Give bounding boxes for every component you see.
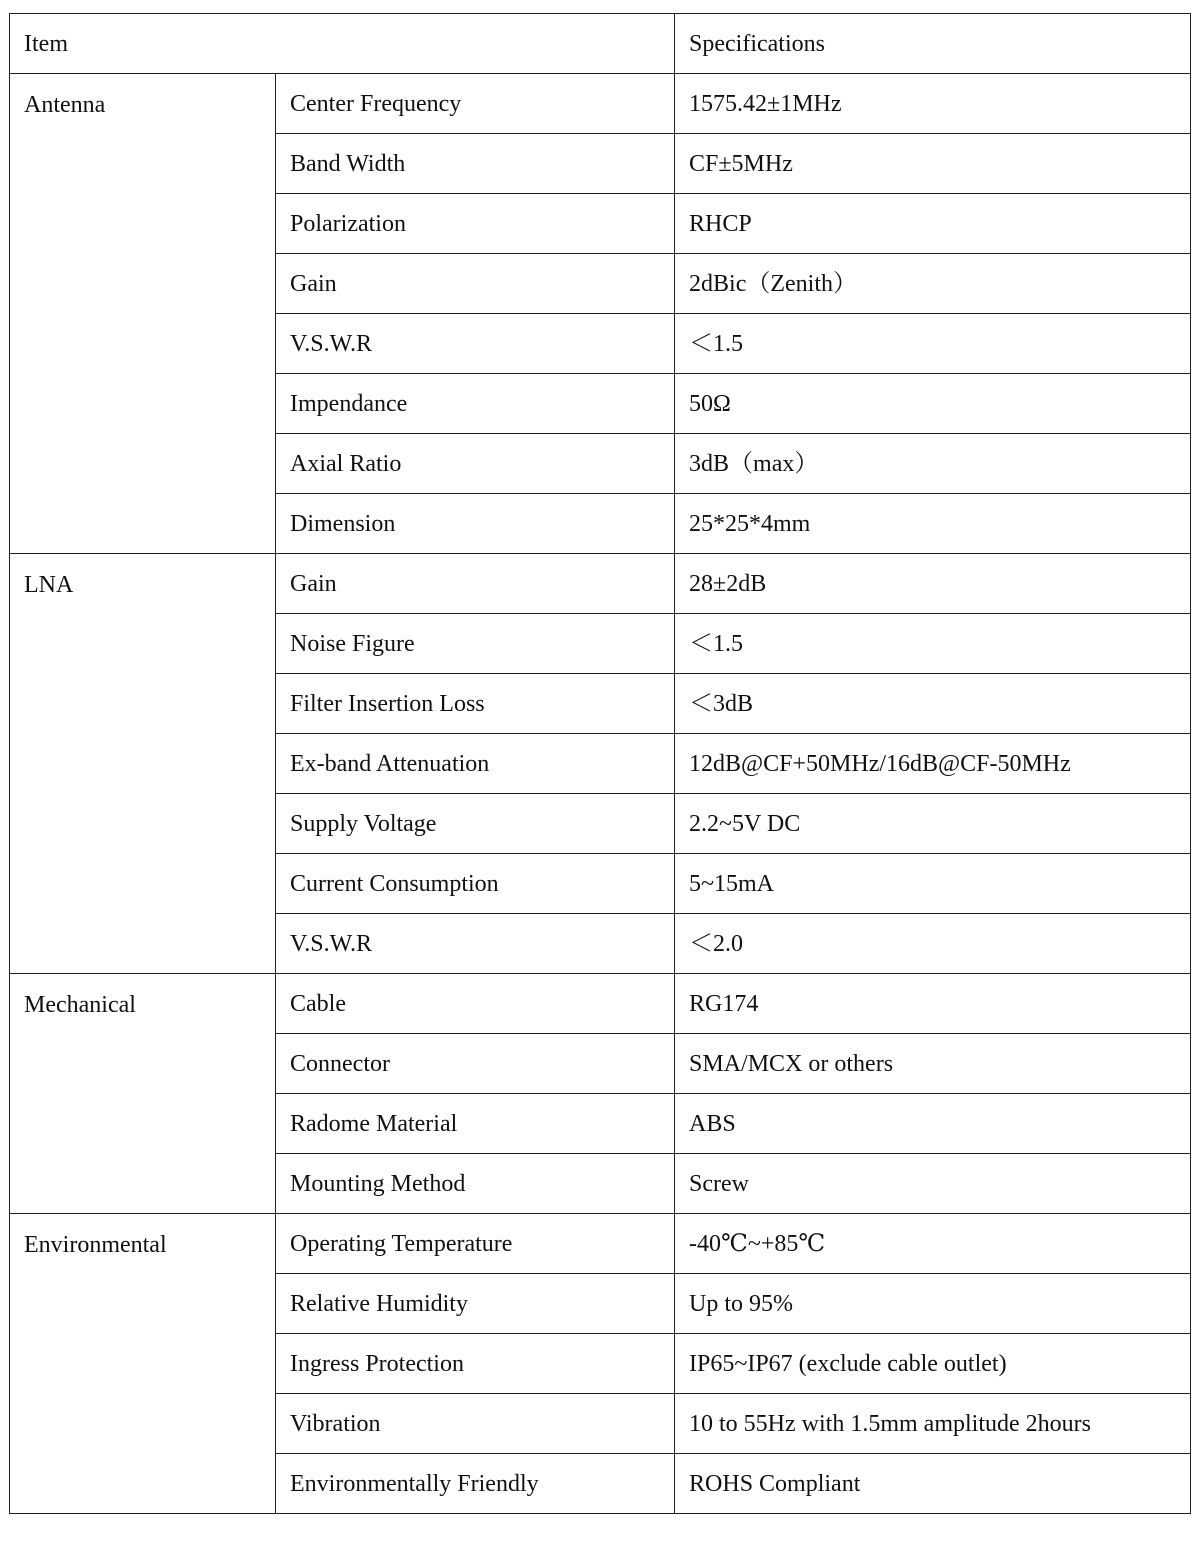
value-cell: ABS bbox=[675, 1094, 1191, 1154]
value-cell: 12dB@CF+50MHz/16dB@CF-50MHz bbox=[675, 734, 1191, 794]
parameter-cell: Mounting Method bbox=[276, 1154, 675, 1214]
value-cell: IP65~IP67 (exclude cable outlet) bbox=[675, 1334, 1191, 1394]
value-cell: -40℃~+85℃ bbox=[675, 1214, 1191, 1274]
spec-table bbox=[9, 13, 1191, 1514]
value-cell: RG174 bbox=[675, 974, 1191, 1034]
parameter-cell: Noise Figure bbox=[276, 614, 675, 674]
parameter-cell: Impendance bbox=[276, 374, 675, 434]
parameter-cell: Supply Voltage bbox=[276, 794, 675, 854]
value-cell: Screw bbox=[675, 1154, 1191, 1214]
table-row bbox=[10, 974, 1191, 1034]
parameter-cell: Ex-band Attenuation bbox=[276, 734, 675, 794]
parameter-cell: Operating Temperature bbox=[276, 1214, 675, 1274]
header-item: Item bbox=[10, 14, 675, 74]
value-cell: 2.2~5V DC bbox=[675, 794, 1191, 854]
value-cell: 10 to 55Hz with 1.5mm amplitude 2hours bbox=[675, 1394, 1191, 1454]
value-cell: 3dB（max） bbox=[675, 434, 1191, 494]
parameter-cell: Vibration bbox=[276, 1394, 675, 1454]
spec-table-body bbox=[10, 14, 1191, 1514]
parameter-cell: V.S.W.R bbox=[276, 314, 675, 374]
value-cell: 2dBic（Zenith） bbox=[675, 254, 1191, 314]
parameter-cell: Ingress Protection bbox=[276, 1334, 675, 1394]
parameter-cell: Gain bbox=[276, 254, 675, 314]
parameter-cell: Center Frequency bbox=[276, 74, 675, 134]
group-label: Environmental bbox=[10, 1214, 276, 1514]
value-cell: 5~15mA bbox=[675, 854, 1191, 914]
table-row bbox=[10, 74, 1191, 134]
parameter-cell: Environmentally Friendly bbox=[276, 1454, 675, 1514]
parameter-cell: Dimension bbox=[276, 494, 675, 554]
value-cell: ＜2.0 bbox=[675, 914, 1191, 974]
parameter-cell: Filter Insertion Loss bbox=[276, 674, 675, 734]
value-cell: CF±5MHz bbox=[675, 134, 1191, 194]
value-cell: 1575.42±1MHz bbox=[675, 74, 1191, 134]
value-cell: 25*25*4mm bbox=[675, 494, 1191, 554]
parameter-cell: Connector bbox=[276, 1034, 675, 1094]
value-cell: SMA/MCX or others bbox=[675, 1034, 1191, 1094]
table-row bbox=[10, 554, 1191, 614]
value-cell: ＜1.5 bbox=[675, 614, 1191, 674]
value-cell: RHCP bbox=[675, 194, 1191, 254]
value-cell: 50Ω bbox=[675, 374, 1191, 434]
parameter-cell: Cable bbox=[276, 974, 675, 1034]
value-cell: 28±2dB bbox=[675, 554, 1191, 614]
group-label: Antenna bbox=[10, 74, 276, 554]
group-label: LNA bbox=[10, 554, 276, 974]
parameter-cell: Axial Ratio bbox=[276, 434, 675, 494]
group-label: Mechanical bbox=[10, 974, 276, 1214]
parameter-cell: Gain bbox=[276, 554, 675, 614]
parameter-cell: Band Width bbox=[276, 134, 675, 194]
parameter-cell: Polarization bbox=[276, 194, 675, 254]
parameter-cell: Relative Humidity bbox=[276, 1274, 675, 1334]
value-cell: Up to 95% bbox=[675, 1274, 1191, 1334]
value-cell: ROHS Compliant bbox=[675, 1454, 1191, 1514]
table-row bbox=[10, 1214, 1191, 1274]
value-cell: ＜3dB bbox=[675, 674, 1191, 734]
header-specifications: Specifications bbox=[675, 14, 1191, 74]
parameter-cell: Radome Material bbox=[276, 1094, 675, 1154]
header-row bbox=[10, 14, 1191, 74]
parameter-cell: Current Consumption bbox=[276, 854, 675, 914]
parameter-cell: V.S.W.R bbox=[276, 914, 675, 974]
value-cell: ＜1.5 bbox=[675, 314, 1191, 374]
